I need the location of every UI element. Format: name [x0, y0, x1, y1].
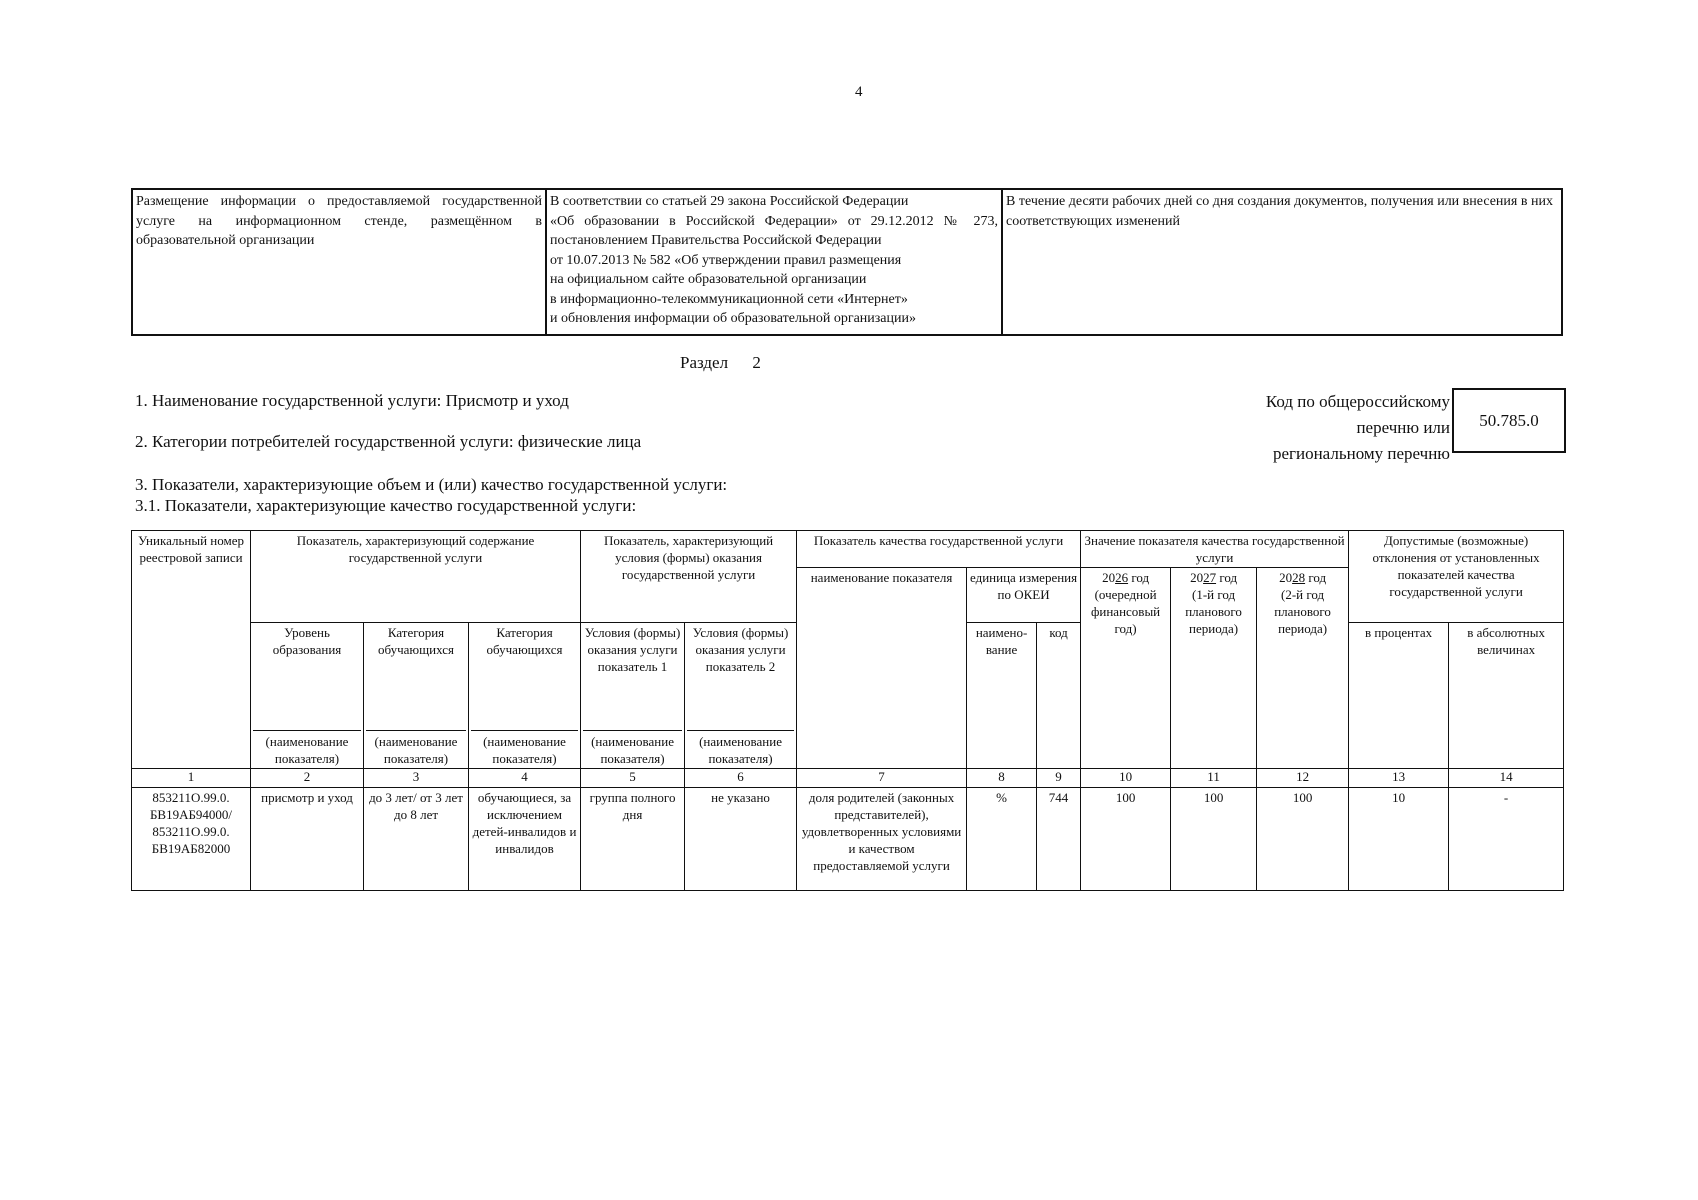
service-condition-2: не указано — [685, 788, 797, 891]
header-category-label: Категория обучающихся — [378, 625, 454, 657]
consumer-categories: 2. Категории потребителей государственной услуги: физические лица — [135, 432, 642, 451]
basis-line: «Об образовании в Российской Федерации» от 29.12.2012 № 273, — [550, 213, 998, 229]
section-title — [680, 353, 761, 373]
header-category-2 — [469, 623, 581, 769]
header-quality-indicator: Показатель качества государственной услуги — [797, 531, 1081, 568]
year-desc: (очередной финансовый год) — [1090, 587, 1161, 636]
header-deviation-absolute: в абсолютных величинах — [1449, 623, 1564, 769]
header-deviation-percent: в процентах — [1349, 623, 1449, 769]
header-unit-name: наимено-вание — [967, 623, 1037, 769]
header-year-3 — [1257, 568, 1349, 769]
column-number: 3 — [364, 769, 469, 788]
basis-line: В соответствии со статьей 29 закона Российской Федерации — [550, 194, 909, 209]
column-number: 10 — [1081, 769, 1171, 788]
header-name-note: (наименование показателя) — [583, 730, 682, 767]
section-label: Раздел — [680, 353, 729, 372]
indicators-heading: 3. Показатели, характеризующие объем и (или) качество государственной услуги: — [135, 475, 728, 494]
year-suffix: год — [1308, 570, 1327, 585]
header-quality-value: Значение показателя качества государственной услуги — [1081, 531, 1349, 568]
value-year-2: 100 — [1171, 788, 1257, 891]
column-number: 4 — [469, 769, 581, 788]
value-year-3: 100 — [1257, 788, 1349, 891]
info-frequency-cell: В течение десяти рабочих дней со дня создания документов, получения или внесения в них соответствующих изменений — [1002, 189, 1562, 335]
basis-line: на официальном сайте образовательной организации — [550, 272, 867, 287]
year-suffix: год — [1131, 570, 1150, 585]
year-prefix: 20 — [1279, 570, 1293, 585]
service-code-box: 50.785.0 — [1452, 388, 1566, 453]
header-unit-code: код — [1037, 623, 1081, 769]
column-number: 1 — [132, 769, 251, 788]
column-number: 2 — [251, 769, 364, 788]
page-number: 4 — [855, 84, 863, 100]
column-number: 6 — [685, 769, 797, 788]
year-value: 27 — [1203, 570, 1217, 585]
basis-line: постановлением Правительства Российской Федерации — [550, 233, 882, 248]
year-prefix: 20 — [1190, 570, 1204, 585]
deviation-absolute: - — [1449, 788, 1564, 891]
header-indicator-name: наименование показателя — [797, 568, 967, 769]
header-condition-2 — [685, 623, 797, 769]
year-value: 26 — [1115, 570, 1129, 585]
education-level: присмотр и уход — [251, 788, 364, 891]
column-number: 14 — [1449, 769, 1564, 788]
header-year-1 — [1081, 568, 1171, 769]
column-number: 9 — [1037, 769, 1081, 788]
section-number: 2 — [752, 353, 761, 372]
header-content-indicator: Показатель, характеризующий содержание государственной услуги — [251, 531, 581, 623]
info-basis-cell — [546, 189, 1002, 335]
header-category-label: Категория обучающихся — [486, 625, 563, 657]
header-year-2 — [1171, 568, 1257, 769]
column-number: 7 — [797, 769, 967, 788]
info-placement-table — [131, 188, 1563, 336]
header-level-label: Уровень образования — [272, 625, 342, 657]
student-age-category: до 3 лет/ от 3 лет до 8 лет — [364, 788, 469, 891]
registry-number: 853211О.99.0. БВ19АБ94000/ 853211О.99.0. БВ19АБ82000 — [132, 788, 251, 891]
header-unit: единица измерения по ОКЕИ — [967, 568, 1081, 623]
code-label-line: региональному перечню — [1272, 444, 1450, 463]
unit-name: % — [967, 788, 1037, 891]
header-level — [251, 623, 364, 769]
header-name-note: (наименование показателя) — [366, 730, 466, 767]
column-number-row — [132, 769, 1564, 788]
column-number: 13 — [1349, 769, 1449, 788]
code-label-line: перечню или — [1356, 418, 1450, 437]
quality-heading: 3.1. Показатели, характеризующие качество государственной услуги: — [135, 496, 637, 515]
header-condition-label: Условия (формы) оказания услуги показатель 1 — [584, 625, 681, 674]
header-allowed-deviation: Допустимые (возможные) отклонения от установленных показателей качества государственной услуги — [1349, 531, 1564, 623]
header-name-note: (наименование показателя) — [687, 730, 794, 767]
header-condition-1 — [581, 623, 685, 769]
indicator-name: доля родителей (законных представителей), удовлетворенных условиями и качеством предоставляемой услуги — [797, 788, 967, 891]
year-desc: (1-й год планового периода) — [1185, 587, 1242, 636]
basis-line: и обновления информации об образовательной организации» — [550, 311, 916, 326]
column-number: 12 — [1257, 769, 1349, 788]
info-method-cell: Размещение информации о предоставляемой государственной услуге на информационном стенде, размещённом в образовательной организации — [132, 189, 546, 335]
service-condition-1: группа полного дня — [581, 788, 685, 891]
deviation-percent: 10 — [1349, 788, 1449, 891]
year-value: 28 — [1292, 570, 1306, 585]
column-number: 8 — [967, 769, 1037, 788]
header-name-note: (наименование показателя) — [471, 730, 578, 767]
header-unique-number: Уникальный номер реестровой записи — [132, 531, 251, 769]
column-number: 11 — [1171, 769, 1257, 788]
basis-line: в информационно-телекоммуникационной сети «Интернет» — [550, 291, 908, 307]
student-category: обучающиеся, за исключением детей-инвалидов и инвалидов — [469, 788, 581, 891]
unit-code: 744 — [1037, 788, 1081, 891]
column-number: 5 — [581, 769, 685, 788]
header-conditions-indicator: Показатель, характеризующий условия (формы) оказания государственной услуги — [581, 531, 797, 623]
service-name: 1. Наименование государственной услуги: Присмотр и уход — [135, 391, 569, 410]
code-label — [1228, 389, 1450, 467]
code-label-line: Код по общероссийскому — [1265, 392, 1450, 411]
header-condition-label: Условия (формы) оказания услуги показатель 2 — [692, 625, 789, 674]
table-row — [132, 788, 1564, 891]
value-year-1: 100 — [1081, 788, 1171, 891]
year-suffix: год — [1219, 570, 1238, 585]
basis-line: от 10.07.2013 № 582 «Об утверждении правил размещения — [550, 252, 902, 268]
year-desc: (2-й год планового периода) — [1274, 587, 1331, 636]
quality-indicators-table — [131, 530, 1564, 891]
year-prefix: 20 — [1102, 570, 1116, 585]
header-category-1 — [364, 623, 469, 769]
header-name-note: (наименование показателя) — [253, 730, 361, 767]
